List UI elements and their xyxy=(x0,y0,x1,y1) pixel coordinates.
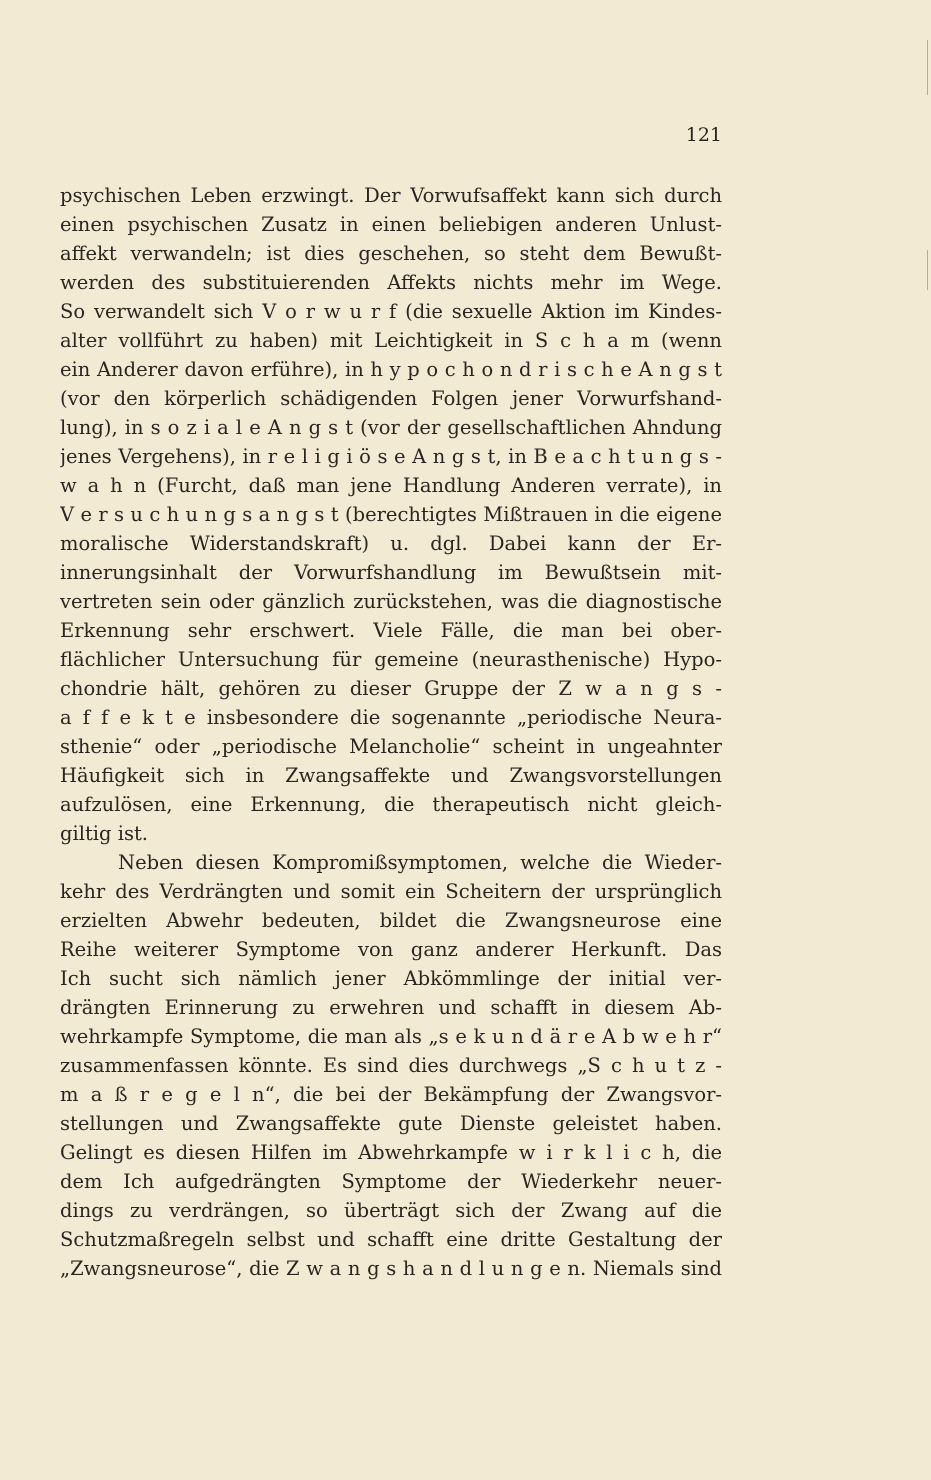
text-line: Ich sucht sich nämlich jener Abkömmlinge der initial ver- xyxy=(60,967,722,990)
text-line: einen psychischen Zusatz in einen beliebigen anderen Unlust- xyxy=(60,213,722,236)
body-text xyxy=(60,181,722,1283)
text-line: Reihe weiterer Symptome von ganz anderer Herkunft. Das xyxy=(60,938,722,961)
text-line: aufzulösen, eine Erkennung, die therapeutisch nicht gleich- xyxy=(60,793,722,816)
text-line: erzielten Abwehr bedeuten, bildet die Zwangsneurose eine xyxy=(60,909,722,932)
text-line: So verwandelt sich V o r w u r f (die sexuelle Aktion im Kindes- xyxy=(60,300,722,323)
text-line: jenes Vergehens), in r e l i g i ö s e A n g s t, in B e a c h t u n g s - xyxy=(60,445,722,468)
page-edge-mark xyxy=(927,250,928,290)
text-line: vertreten sein oder gänzlich zurückstehen, was die diagnostische xyxy=(60,590,722,613)
text-line: chondrie hält, gehören zu dieser Gruppe der Z w a n g s - xyxy=(60,677,722,700)
text-line: lung), in s o z i a l e A n g s t (vor der gesellschaftlichen Ahndung xyxy=(60,416,722,439)
text-line: dem Ich aufgedrängten Symptome der Wiederkehr neuer- xyxy=(60,1170,722,1193)
text-line: Erkennung sehr erschwert. Viele Fälle, die man bei ober- xyxy=(60,619,722,642)
text-line: innerungsinhalt der Vorwurfshandlung im Bewußtsein mit- xyxy=(60,561,722,584)
text-line: dings zu verdrängen, so überträgt sich der Zwang auf die xyxy=(60,1199,722,1222)
text-line: kehr des Verdrängten und somit ein Scheitern der ursprünglich xyxy=(60,880,722,903)
text-line: „Zwangsneurose“, die Z w a n g s h a n d l u n g e n. Niemals sind xyxy=(60,1257,722,1280)
text-line: w a h n (Furcht, daß man jene Handlung Anderen verrate), in xyxy=(60,474,722,497)
text-line: giltig ist. xyxy=(60,822,148,845)
text-line: Häufigkeit sich in Zwangsaffekte und Zwangsvorstellungen xyxy=(60,764,722,787)
text-line: stellungen und Zwangsaffekte gute Dienste geleistet haben. xyxy=(60,1112,722,1135)
text-line: m a ß r e g e l n“, die bei der Bekämpfung der Zwangsvor- xyxy=(60,1083,722,1106)
page-edge-mark xyxy=(927,40,928,95)
text-line: drängten Erinnerung zu erwehren und schafft in diesem Ab- xyxy=(60,996,722,1019)
text-line: a f f e k t e insbesondere die sogenannte „periodische Neura- xyxy=(60,706,722,729)
text-line: wehrkampfe Symptome, die man als „s e k u n d ä r e A b w e h r“ xyxy=(60,1025,722,1048)
text-line: werden des substituierenden Affekts nichts mehr im Wege. xyxy=(60,271,722,294)
text-line: Gelingt es diesen Hilfen im Abwehrkampfe w i r k l i c h, die xyxy=(60,1141,722,1164)
text-line: flächlicher Untersuchung für gemeine (neurasthenische) Hypo- xyxy=(60,648,722,671)
text-line: affekt verwandeln; ist dies geschehen, so steht dem Bewußt- xyxy=(60,242,722,265)
page-number: 121 xyxy=(685,124,722,146)
text-line: moralische Widerstandskraft) u. dgl. Dabei kann der Er- xyxy=(60,532,722,555)
text-line: psychischen Leben erzwingt. Der Vorwufsaffekt kann sich durch xyxy=(60,184,722,207)
text-line: Neben diesen Kompromißsymptomen, welche die Wieder- xyxy=(118,851,722,874)
text-line: sthenie“ oder „periodische Melancholie“ scheint in ungeahnter xyxy=(60,735,722,758)
text-line: V e r s u c h u n g s a n g s t (berechtigtes Mißtrauen in die eigene xyxy=(60,503,722,526)
text-line: (vor den körperlich schädigenden Folgen jener Vorwurfshand- xyxy=(60,387,722,410)
text-line: zusammenfassen könnte. Es sind dies durchwegs „S c h u t z - xyxy=(60,1054,722,1077)
text-line: ein Anderer davon erführe), in h y p o c h o n d r i s c h e A n g s t xyxy=(60,358,722,381)
text-line: alter vollführt zu haben) mit Leichtigkeit in S c h a m (wenn xyxy=(60,329,722,352)
text-line: Schutzmaßregeln selbst und schafft eine dritte Gestaltung der xyxy=(60,1228,722,1251)
